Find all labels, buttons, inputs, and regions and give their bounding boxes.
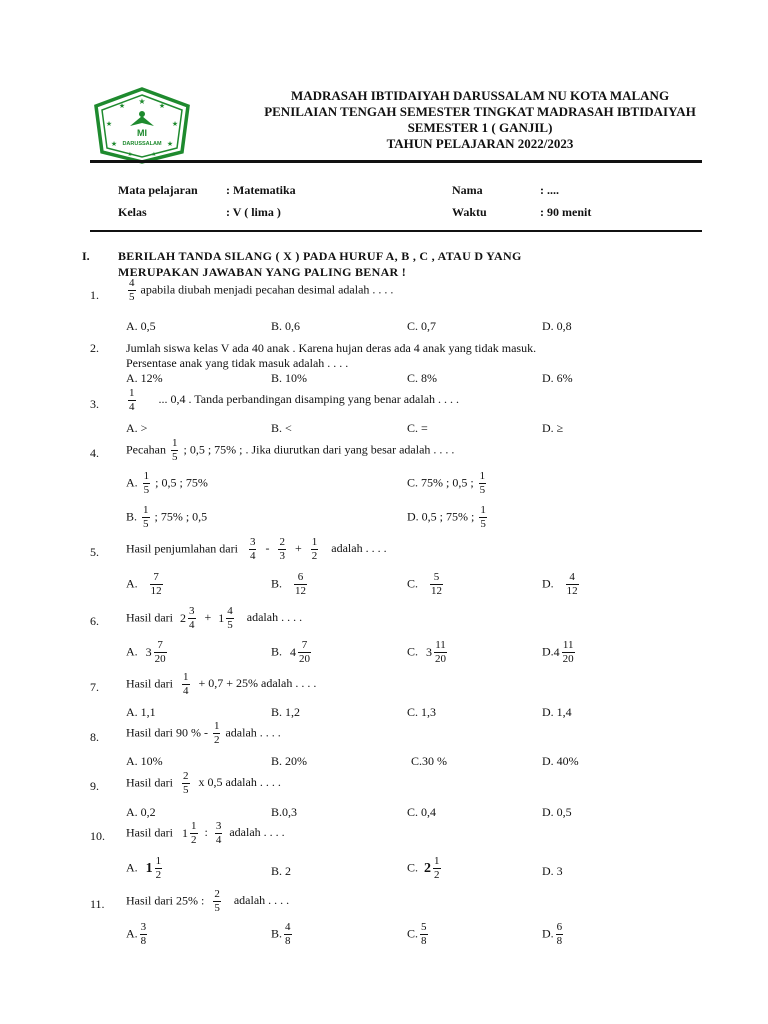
q2-number: 2. bbox=[90, 341, 99, 355]
q2-option-a[interactable]: A. 12% bbox=[126, 371, 163, 385]
q4-number: 4. bbox=[90, 446, 99, 460]
q4-fraction: $\frac{1}{5}$ bbox=[171, 437, 178, 463]
q4-option-b[interactable]: B. $\frac{1}{5}$ ; 75% ; 0,5 bbox=[126, 504, 208, 530]
section-instruction-line2: MERUPAKAN JAWABAN YANG PALING BENAR ! bbox=[118, 265, 407, 279]
q5-option-c[interactable]: C. $\frac{5}{12}$ bbox=[407, 571, 443, 597]
logo-name-text: DARUSSALAM bbox=[122, 141, 162, 147]
q3-option-a[interactable]: A. > bbox=[126, 421, 148, 435]
svg-text:★: ★ bbox=[158, 102, 166, 110]
q3-number: 3. bbox=[90, 397, 99, 411]
q10-option-d[interactable]: D. 3 bbox=[542, 864, 563, 878]
q8-stem: Hasil dari 90 % - $\frac{1}{2}$ adalah . . . . bbox=[126, 720, 281, 746]
q5-option-d[interactable]: D. $\frac{4}{12}$ bbox=[542, 571, 578, 597]
q9-number: 9. bbox=[90, 779, 99, 793]
q3-fraction: $\frac{1}{4}$ bbox=[129, 387, 135, 413]
header-school-name: MADRASAH IBTIDAIYAH DARUSSALAM NU KOTA MALANG bbox=[290, 88, 670, 103]
header-exam-title: PENILAIAN TENGAH SEMESTER TINGKAT MADRASAH IBTIDAIYAH bbox=[264, 104, 696, 119]
subject-label: Mata pelajaran bbox=[118, 183, 198, 197]
q6-option-d[interactable]: D. 4 $\frac{11}{20}$ bbox=[542, 639, 574, 665]
q5-number: 5. bbox=[90, 545, 99, 559]
q10-option-b[interactable]: B. 2 bbox=[271, 864, 292, 878]
school-logo bbox=[92, 86, 192, 164]
q9-option-a[interactable]: A. 0,2 bbox=[126, 805, 156, 819]
logo-mi-text: MI bbox=[137, 128, 147, 138]
q10-stem: Hasil dari 1 $\frac{1}{2}$ : $\frac{3}{4}$ adalah . . . . bbox=[126, 820, 285, 846]
time-label: Waktu bbox=[452, 205, 487, 219]
class-label: Kelas bbox=[118, 205, 147, 219]
q7-option-b[interactable]: B. 1,2 bbox=[271, 705, 301, 719]
svg-text:★: ★ bbox=[138, 97, 146, 106]
header-academic-year: TAHUN PELAJARAN 2022/2023 bbox=[386, 136, 574, 151]
time-value: : 90 menit bbox=[540, 205, 592, 219]
svg-text:★: ★ bbox=[105, 120, 113, 128]
header-semester: SEMESTER 1 ( GANJIL) bbox=[407, 120, 553, 135]
q6-stem: Hasil dari 2 $\frac{3}{4}$ + 1 $\frac{4}{5}$ adalah . . . . bbox=[126, 605, 303, 631]
q9-option-d[interactable]: D. 0,5 bbox=[542, 805, 572, 819]
q11-option-b[interactable]: B. $\frac{4}{8}$ bbox=[271, 921, 291, 947]
q6-option-c[interactable]: C. 3 $\frac{11}{20}$ bbox=[407, 639, 447, 665]
header-divider bbox=[90, 160, 702, 163]
svg-text:★: ★ bbox=[118, 102, 126, 110]
q1-option-c[interactable]: C. 0,7 bbox=[407, 319, 437, 333]
q11-option-d[interactable]: D. $\frac{6}{8}$ bbox=[542, 921, 563, 947]
q6-option-a[interactable]: A. 3 $\frac{7}{20}$ bbox=[126, 639, 166, 665]
q7-option-a[interactable]: A. 1,1 bbox=[126, 705, 156, 719]
q5-option-a[interactable]: A. $\frac{7}{12}$ bbox=[126, 571, 162, 597]
name-value: : .... bbox=[540, 183, 559, 197]
q3-option-d[interactable]: D. ≥ bbox=[542, 421, 564, 435]
q5-option-b[interactable]: B. $\frac{6}{12}$ bbox=[271, 571, 307, 597]
section-instruction-line1: BERILAH TANDA SILANG ( X ) PADA HURUF A, B , C , ATAU D YANG bbox=[118, 249, 522, 263]
q3-stem: $\frac{1}{4}$ ... 0,4 . Tanda perbandingan disamping yang benar adalah . . . . bbox=[129, 387, 460, 413]
q8-option-a[interactable]: A. 10% bbox=[126, 754, 163, 768]
q2-option-c[interactable]: C. 8% bbox=[407, 371, 437, 385]
subject-value: : Matematika bbox=[226, 183, 296, 197]
q3-option-b[interactable]: B. < bbox=[271, 421, 292, 435]
q1-option-a[interactable]: A. 0,5 bbox=[126, 319, 156, 333]
svg-text:★: ★ bbox=[151, 152, 157, 158]
q1-number: 1. bbox=[90, 288, 99, 302]
svg-text:★: ★ bbox=[127, 152, 133, 158]
q11-option-a[interactable]: A. $\frac{3}{8}$ bbox=[126, 921, 147, 947]
q8-number: 8. bbox=[90, 730, 99, 744]
q7-option-c[interactable]: C. 1,3 bbox=[407, 705, 437, 719]
q10-option-c[interactable]: C. 2 $\frac{1}{2}$ bbox=[407, 855, 440, 881]
q2-stem-line2: Persentase anak yang tidak masuk adalah . . . . bbox=[126, 356, 349, 370]
q10-option-a[interactable]: A. 1 $\frac{1}{2}$ bbox=[126, 855, 162, 881]
q4-option-c[interactable]: C. 75% ; 0,5 ; $\frac{1}{5}$ bbox=[407, 470, 486, 496]
q11-stem: Hasil dari 25% : $\frac{2}{5}$ adalah . . . . bbox=[126, 888, 290, 914]
class-value: : V ( lima ) bbox=[226, 205, 281, 219]
q10-number: 10. bbox=[90, 829, 105, 843]
q2-option-b[interactable]: B. 10% bbox=[271, 371, 307, 385]
q7-option-d[interactable]: D. 1,4 bbox=[542, 705, 572, 719]
q1-fraction: $\frac{4}{5}$ bbox=[129, 277, 135, 303]
q2-stem-line1: Jumlah siswa kelas V ada 40 anak . Karena hujan deras ada 4 anak yang tidak masuk. bbox=[126, 341, 537, 355]
q7-stem: Hasil dari $\frac{1}{4}$ + 0,7 + 25% adalah . . . . bbox=[126, 671, 317, 697]
q1-option-d[interactable]: D. 0,8 bbox=[542, 319, 572, 333]
section-number: I. bbox=[82, 249, 90, 263]
q4-stem: Pecahan $\frac{1}{5}$ ; 0,5 ; 75% ; . Jika diurutkan dari yang besar adalah . . . . bbox=[126, 437, 455, 463]
q2-option-d[interactable]: D. 6% bbox=[542, 371, 573, 385]
name-label: Nama bbox=[452, 183, 483, 197]
q1-stem: $\frac{4}{5}$ apabila diubah menjadi pecahan desimal adalah . . . . bbox=[129, 277, 394, 303]
q11-number: 11. bbox=[90, 897, 105, 911]
q4-option-d[interactable]: D. 0,5 ; 75% ; $\frac{1}{5}$ bbox=[407, 504, 486, 530]
q8-option-d[interactable]: D. 40% bbox=[542, 754, 579, 768]
svg-text:★: ★ bbox=[171, 120, 179, 128]
q9-option-b[interactable]: B.0,3 bbox=[271, 805, 298, 819]
q8-option-c[interactable]: C.30 % bbox=[411, 754, 447, 768]
q7-number: 7. bbox=[90, 680, 99, 694]
q3-option-c[interactable]: C. = bbox=[407, 421, 428, 435]
q9-option-c[interactable]: C. 0,4 bbox=[407, 805, 437, 819]
q8-option-b[interactable]: B. 20% bbox=[271, 754, 307, 768]
q6-number: 6. bbox=[90, 614, 99, 628]
q11-option-c[interactable]: C. $\frac{5}{8}$ bbox=[407, 921, 427, 947]
info-divider bbox=[90, 230, 702, 232]
q9-stem: Hasil dari $\frac{2}{5}$ x 0,5 adalah . . . . bbox=[126, 770, 281, 796]
q5-stem: Hasil penjumlahan dari $\frac{3}{4}$ - $\frac{2}{3}$ + $\frac{1}{2}$ adalah . . . . bbox=[126, 536, 387, 562]
q4-option-a[interactable]: A. $\frac{1}{5}$ ; 0,5 ; 75% bbox=[126, 470, 208, 496]
svg-text:★: ★ bbox=[110, 140, 118, 148]
q1-option-b[interactable]: B. 0,6 bbox=[271, 319, 301, 333]
svg-text:★: ★ bbox=[166, 140, 174, 148]
q6-option-b[interactable]: B. 4 $\frac{7}{20}$ bbox=[271, 639, 311, 665]
